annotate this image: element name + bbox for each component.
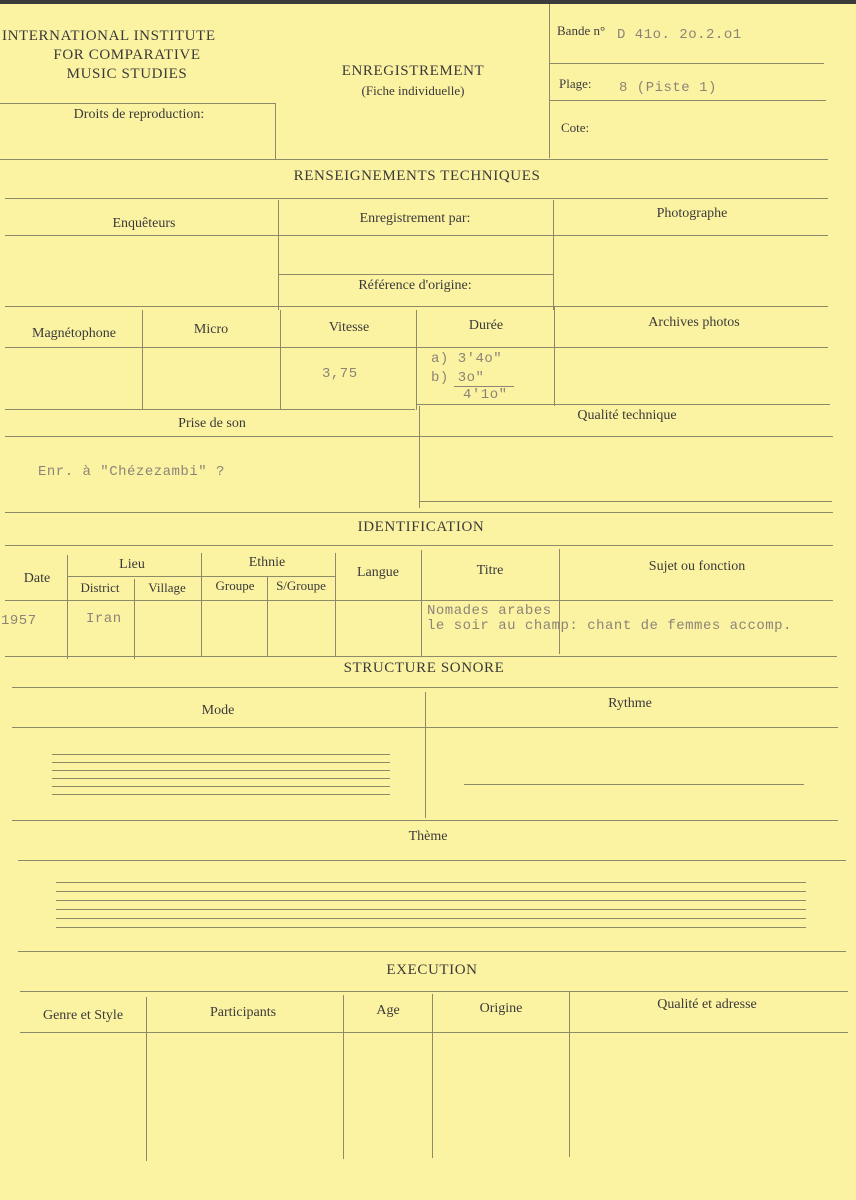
id-divider-4 (267, 576, 268, 656)
institute-name-line3: MUSIC STUDIES (66, 66, 188, 82)
id-rule-1 (5, 545, 833, 546)
theme-staff-1 (56, 882, 806, 883)
origine-label: Origine (479, 1001, 523, 1016)
sgroupe-label: S/Groupe (276, 578, 326, 593)
section-renseignements: RENSEIGNEMENTS TECHNIQUES (293, 168, 541, 184)
theme-staff-6 (56, 927, 806, 928)
id-divider-2 (134, 579, 135, 659)
sujet-label: Sujet ou fonction (648, 559, 746, 574)
ex-rule-2 (20, 1032, 848, 1033)
district-label: District (80, 580, 120, 595)
form-title: ENREGISTREMENT (341, 63, 485, 79)
ss-rule-3 (12, 820, 838, 821)
droits-label: Droits de reproduction: (73, 107, 205, 122)
archives-label: Archives photos (648, 315, 740, 330)
mode-staff-1 (52, 754, 390, 755)
theme-label: Thème (408, 829, 448, 844)
duree-a-value: a) 3'4o" (431, 351, 503, 367)
rt-divider-7 (419, 406, 420, 508)
date-label: Date (23, 571, 51, 586)
theme-rule (18, 860, 846, 861)
id-subrule (68, 576, 335, 577)
ss-rule-2 (12, 727, 838, 728)
mode-label: Mode (201, 703, 235, 718)
rt-divider-6 (554, 306, 555, 406)
ex-divider-3 (432, 994, 433, 1158)
rythme-label: Rythme (608, 696, 652, 711)
rt-divider-4 (280, 310, 281, 410)
enregistrement-par-label: Enregistrement par: (359, 211, 471, 226)
titre-label: Titre (476, 563, 504, 578)
rythme-line (464, 784, 804, 785)
theme-staff-5 (56, 918, 806, 919)
droits-divider (275, 103, 276, 159)
lieu-label: Lieu (119, 557, 145, 572)
reference-label: Référence d'origine: (358, 278, 472, 293)
photographe-label: Photographe (656, 206, 728, 221)
rt-divider-1 (278, 200, 279, 310)
cote-label: Cote: (561, 120, 590, 135)
id-rule-2 (5, 600, 833, 601)
mode-staff-5 (52, 786, 390, 787)
id-divider-3 (201, 553, 202, 657)
magnetophone-label: Magnétophone (32, 326, 116, 341)
ethnie-label: Ethnie (248, 555, 286, 570)
titre-value-2: le soir au champ: chant de femmes accomp. (427, 618, 792, 634)
micro-label: Micro (193, 322, 229, 337)
village-label: Village (148, 580, 186, 595)
section-execution: EXECUTION (386, 962, 478, 978)
ex-divider-2 (343, 995, 344, 1159)
rt-rule-1 (5, 198, 828, 199)
institute-name-line2: FOR COMPARATIVE (53, 47, 201, 63)
rt-rule-7 (5, 436, 833, 437)
id-divider-6 (421, 550, 422, 656)
form-subtitle: (Fiche individuelle) (361, 83, 465, 98)
duree-label: Durée (468, 318, 504, 333)
vitesse-value: 3,75 (322, 366, 358, 382)
mode-staff-3 (52, 770, 390, 771)
plage-value: 8 (Piste 1) (619, 80, 717, 96)
id-bottom-rule (5, 656, 837, 657)
plage-rule (550, 100, 826, 101)
participants-label: Participants (209, 1005, 277, 1020)
rt-divider-3 (142, 310, 143, 410)
bande-value: D 41o. 2o.2.o1 (617, 27, 742, 43)
rt-rule-4 (5, 306, 828, 307)
vitesse-label: Vitesse (328, 320, 370, 335)
mode-staff-4 (52, 778, 390, 779)
ss-divider (425, 692, 426, 818)
rt-divider-2 (553, 200, 554, 310)
age-label: Age (376, 1003, 400, 1018)
groupe-label: Groupe (215, 578, 255, 593)
id-divider-1 (67, 555, 68, 659)
rt-rule-2 (5, 235, 828, 236)
record-card (0, 4, 856, 1200)
qualite-adresse-label: Qualité et adresse (657, 997, 757, 1012)
prise-de-son-value: Enr. à "Chézezambi" ? (38, 464, 225, 480)
langue-label: Langue (357, 565, 399, 580)
prise-de-son-label: Prise de son (178, 416, 246, 431)
theme-staff-2 (56, 891, 806, 892)
duree-total-value: 4'1o" (463, 387, 508, 403)
header-divider (549, 4, 550, 158)
rt-rule-8 (420, 501, 832, 502)
institute-name-line1: INTERNATIONAL INSTITUTE (2, 28, 216, 44)
mode-staff-2 (52, 762, 390, 763)
section-identification: IDENTIFICATION (357, 519, 485, 535)
genre-label: Genre et Style (42, 1008, 124, 1023)
rt-divider-5 (416, 310, 417, 410)
rt-rule-6a (5, 409, 415, 410)
bande-rule (550, 63, 824, 64)
ss-bottom-rule (18, 951, 846, 952)
rt-bottom-rule (5, 512, 833, 513)
rt-rule-3 (279, 274, 553, 275)
rt-rule-6b (416, 404, 830, 405)
theme-staff-4 (56, 909, 806, 910)
district-value: Iran (86, 611, 122, 627)
bande-label: Bande n° (557, 23, 606, 38)
droits-rule (0, 103, 276, 104)
duree-b-value: b) 3o" (431, 370, 485, 386)
ss-rule-1 (12, 687, 838, 688)
titre-value-1: Nomades arabes (427, 603, 552, 619)
ex-divider-4 (569, 991, 570, 1157)
id-divider-5 (335, 553, 336, 657)
rt-rule-5 (5, 347, 828, 348)
section-structure: STRUCTURE SONORE (343, 660, 505, 676)
mode-staff-6 (52, 794, 390, 795)
theme-staff-3 (56, 900, 806, 901)
plage-label: Plage: (559, 76, 592, 91)
enqueteurs-label: Enquêteurs (112, 216, 176, 231)
header-bottom-rule (0, 159, 828, 160)
date-value: 1957 (1, 613, 37, 629)
ex-rule-1 (20, 991, 848, 992)
id-divider-7 (559, 549, 560, 654)
qualite-technique-label: Qualité technique (577, 408, 677, 423)
ex-divider-1 (146, 997, 147, 1161)
